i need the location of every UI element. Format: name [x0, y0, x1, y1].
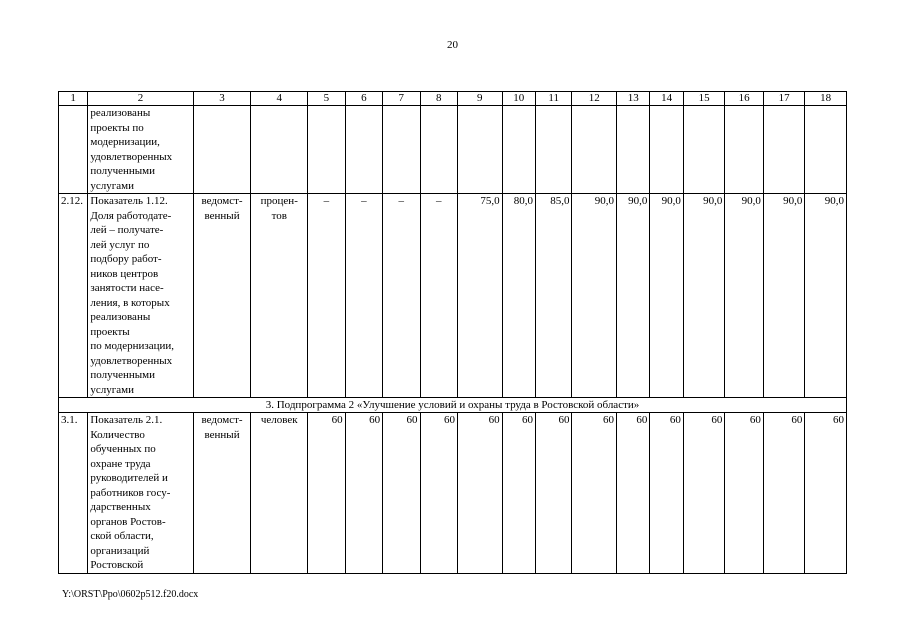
value-cell: 60 [345, 413, 382, 574]
value-cell: – [383, 194, 420, 398]
indicator-name-cell [88, 194, 193, 398]
empty-cell [308, 106, 345, 194]
file-path-footer: Y:\ORST\Ppo\0602p512.f20.docx [62, 589, 199, 600]
value-cell: 60 [535, 413, 571, 574]
section-title: 3. Подпрограмма 2 «Улучшение условий и охраны труда в Ростовской области» [59, 398, 847, 413]
value-cell: 60 [725, 413, 763, 574]
text-line: органов Ростов- [90, 515, 166, 528]
column-header: 18 [805, 92, 847, 106]
empty-cell [502, 106, 535, 194]
value-cell: 60 [650, 413, 683, 574]
value-cell: 85,0 [535, 194, 571, 398]
text-line: услугами [90, 383, 134, 396]
empty-cell [763, 106, 805, 194]
column-header: 5 [308, 92, 345, 106]
column-header: 1 [59, 92, 88, 106]
text-line: лей – получате- [90, 224, 164, 236]
text-line: руководителей и [90, 472, 168, 484]
indicator-name-cell [88, 413, 193, 574]
value-cell: 60 [572, 413, 617, 574]
unit-cell: человек [251, 413, 308, 574]
indicator-type-cell [193, 194, 251, 398]
value-cell: 75,0 [458, 194, 503, 398]
empty-cell [420, 106, 457, 194]
column-header: 15 [683, 92, 725, 106]
value-cell: – [420, 194, 457, 398]
value-cell: 90,0 [683, 194, 725, 398]
empty-cell [725, 106, 763, 194]
text-line: ведомст- [201, 195, 243, 207]
text-line: Количество [90, 428, 145, 441]
table-row [59, 413, 847, 574]
text-line: венный [204, 428, 240, 441]
text-line: реализованы [90, 107, 151, 119]
table-row [59, 194, 847, 398]
value-cell: 90,0 [572, 194, 617, 398]
value-cell: 60 [683, 413, 725, 574]
text-line: по модернизации, [90, 340, 175, 352]
column-header: 14 [650, 92, 683, 106]
empty-cell [535, 106, 571, 194]
section-header-row [59, 398, 847, 413]
text-line: обученных по [90, 443, 156, 455]
column-header: 8 [420, 92, 457, 106]
text-line: ников центров [90, 267, 159, 280]
value-cell: 90,0 [725, 194, 763, 398]
text-line: процен- [260, 195, 298, 207]
column-header: 7 [383, 92, 420, 106]
text-line: работников госу- [90, 486, 171, 499]
column-header: 6 [345, 92, 382, 106]
indicator-name-cell [88, 106, 193, 194]
indicator-table [58, 91, 847, 574]
text-line: занятости насе- [90, 282, 164, 294]
text-line: ления, в которых [90, 296, 170, 309]
value-cell: 90,0 [650, 194, 683, 398]
text-line: удовлетворенных [90, 150, 173, 163]
text-line: дарственных [90, 501, 151, 513]
unit-cell [251, 194, 308, 398]
column-header: 4 [251, 92, 308, 106]
column-header: 17 [763, 92, 805, 106]
empty-cell [458, 106, 503, 194]
value-cell: 90,0 [617, 194, 650, 398]
value-cell: 60 [617, 413, 650, 574]
value-cell: 60 [383, 413, 420, 574]
value-cell: 60 [805, 413, 847, 574]
empty-cell [251, 106, 308, 194]
empty-cell [193, 106, 251, 194]
text-line: охране труда [90, 457, 151, 470]
value-cell: 90,0 [805, 194, 847, 398]
text-line: удовлетворенных [90, 354, 173, 367]
text-line: модернизации, [90, 136, 160, 148]
text-line: услугами [90, 179, 134, 192]
column-header: 11 [535, 92, 571, 106]
page-number: 20 [447, 39, 458, 51]
text-line: проекты по [90, 121, 144, 134]
empty-cell [805, 106, 847, 194]
text-line: Доля работодате- [90, 209, 172, 222]
table-row [59, 106, 847, 194]
column-header: 2 [88, 92, 193, 106]
row-number-cell [59, 106, 88, 194]
empty-cell [683, 106, 725, 194]
column-header: 9 [458, 92, 503, 106]
column-header: 10 [502, 92, 535, 106]
text-line: венный [204, 209, 240, 222]
value-cell: 60 [308, 413, 345, 574]
value-cell: – [308, 194, 345, 398]
text-line: Показатель 2.1. [90, 414, 163, 426]
empty-cell [617, 106, 650, 194]
value-cell: 80,0 [502, 194, 535, 398]
value-cell: 90,0 [763, 194, 805, 398]
empty-cell [650, 106, 683, 194]
text-line: лей услуг по [90, 238, 150, 251]
value-cell: – [345, 194, 382, 398]
empty-cell [345, 106, 382, 194]
text-line: реализованы [90, 311, 151, 323]
column-header: 16 [725, 92, 763, 106]
text-line: полученными [90, 165, 156, 177]
column-header: 13 [617, 92, 650, 106]
text-line: Показатель 1.12. [90, 195, 168, 207]
text-line: ведомст- [201, 414, 243, 426]
value-cell: 60 [502, 413, 535, 574]
header-row [59, 92, 847, 106]
indicator-type-cell [193, 413, 251, 574]
value-cell: 60 [420, 413, 457, 574]
text-line: Ростовской [90, 559, 144, 571]
column-header: 12 [572, 92, 617, 106]
empty-cell [572, 106, 617, 194]
text-line: проекты [90, 325, 130, 338]
text-line: организаций [90, 544, 150, 557]
row-number-cell: 3.1. [59, 413, 88, 574]
text-line: тов [271, 209, 287, 222]
row-number-cell: 2.12. [59, 194, 88, 398]
text-line: ской области, [90, 530, 154, 542]
value-cell: 60 [458, 413, 503, 574]
value-cell: 60 [763, 413, 805, 574]
empty-cell [383, 106, 420, 194]
text-line: подбору работ- [90, 253, 162, 265]
column-header: 3 [193, 92, 251, 106]
text-line: полученными [90, 369, 156, 381]
